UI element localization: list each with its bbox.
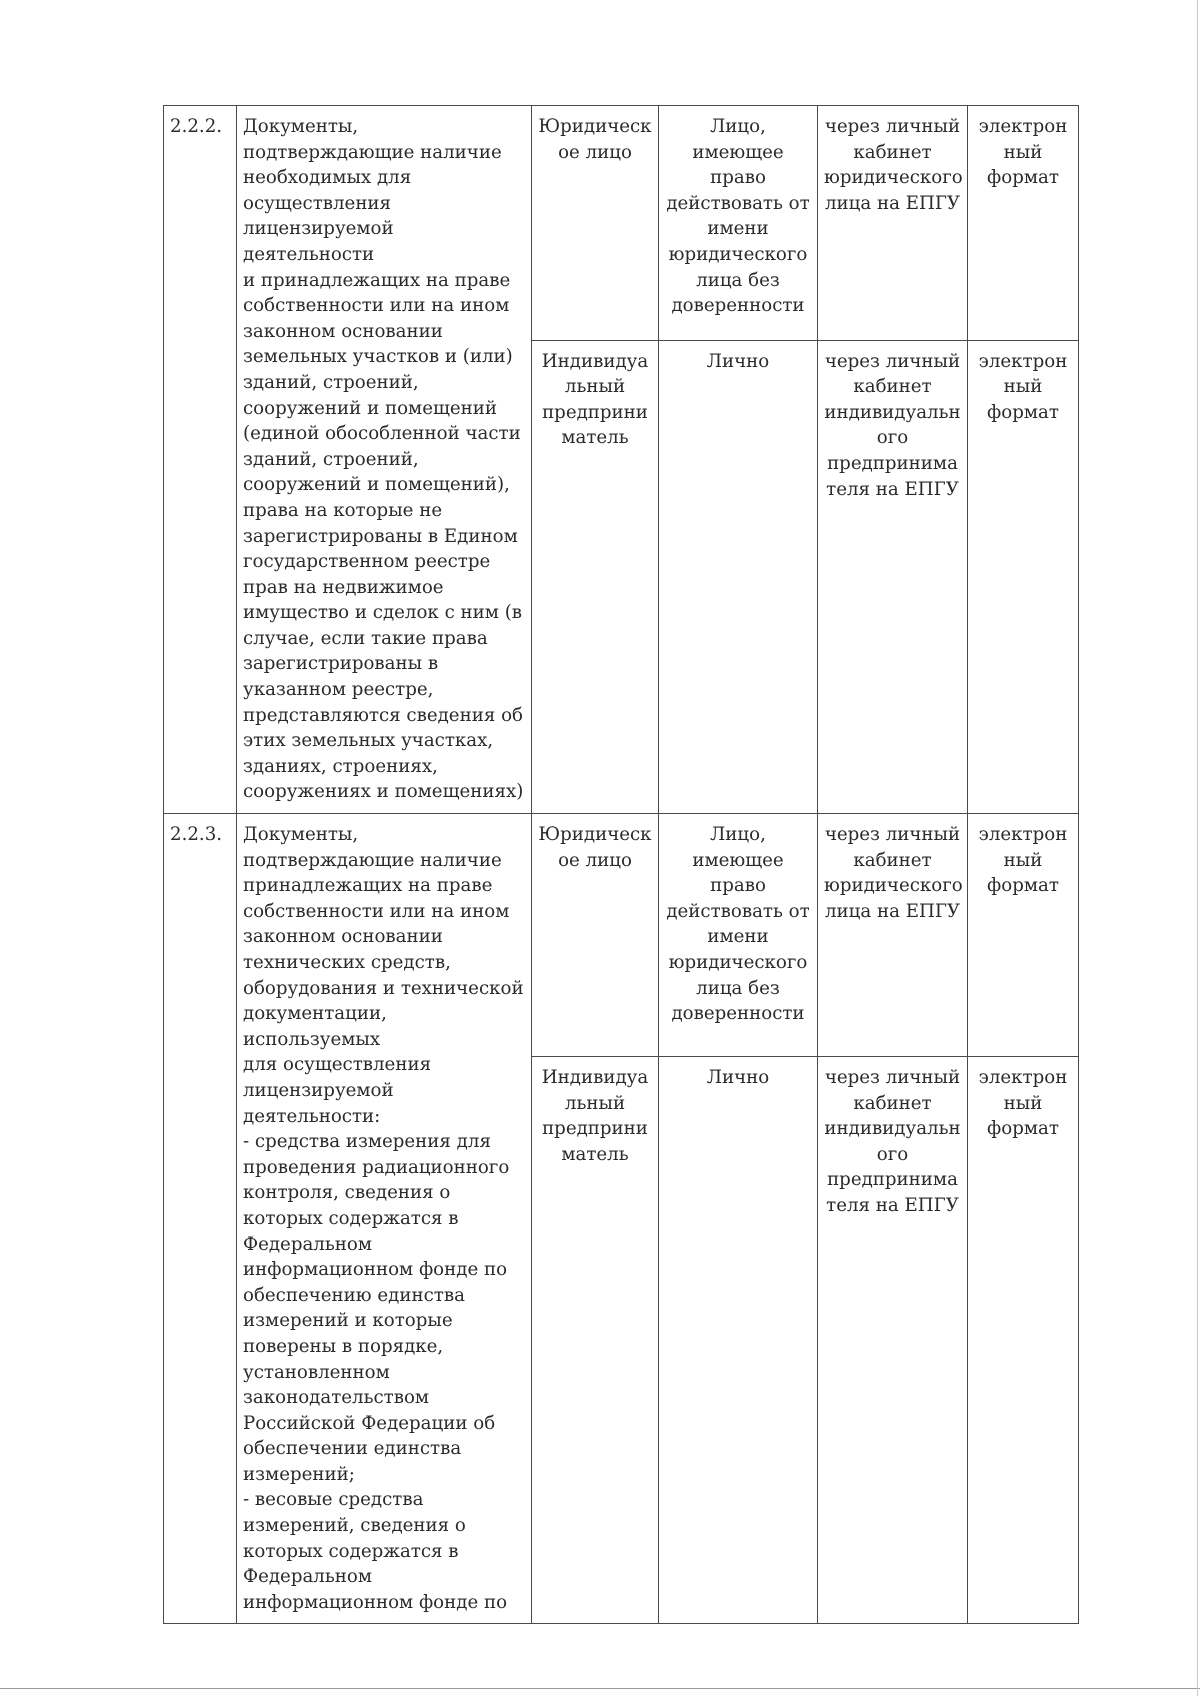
document-format: электрон ный формат (968, 814, 1079, 1057)
applicant-type: Юридическ ое лицо (532, 106, 659, 341)
submission-channel: через личный кабинет индивидуальн ого предпринима теля на ЕПГУ (818, 340, 968, 813)
document-format: электрон ный формат (968, 106, 1079, 341)
submitting-person: Лично (659, 340, 818, 813)
submission-channel: через личный кабинет индивидуальн ого предпринима теля на ЕПГУ (818, 1056, 968, 1624)
submitting-person: Лично (659, 1056, 818, 1624)
document-description: Документы, подтверждающие наличие необходимых для осуществления лицензируемой деятельности и принадлежащих на праве собственности или на ином законном основании земельных участков и (или) зданий, строений, сооружений и помещений (единой обособленной части зданий, строений, сооружений и помещений), права на которые не зарегистрированы в Едином государственном реестре прав на недвижимое имущество и сделок с ним (в случае, если такие права зарегистрированы в указанном реестре, представляются сведения об этих земельных участках, зданиях, строениях, сооружениях и помещениях) (237, 106, 532, 814)
documents-table (163, 105, 1079, 1624)
scan-right-edge (1197, 0, 1198, 1696)
table-row (164, 814, 1079, 1057)
applicant-type: Юридическ ое лицо (532, 814, 659, 1057)
applicant-type: Индивидуа льный предприни матель (532, 1056, 659, 1624)
submission-channel: через личный кабинет юридического лица на ЕПГУ (818, 814, 968, 1057)
applicant-type: Индивидуа льный предприни матель (532, 340, 659, 813)
document-format: электрон ный формат (968, 340, 1079, 813)
row-number: 2.2.2. (164, 106, 237, 814)
submitting-person: Лицо, имеющее право действовать от имени юридического лица без доверенности (659, 106, 818, 341)
document-format: электрон ный формат (968, 1056, 1079, 1624)
submission-channel: через личный кабинет юридического лица на ЕПГУ (818, 106, 968, 341)
scan-bottom-edge (0, 1688, 1200, 1689)
row-number: 2.2.3. (164, 814, 237, 1624)
table-row (164, 106, 1079, 341)
submitting-person: Лицо, имеющее право действовать от имени юридического лица без доверенности (659, 814, 818, 1057)
document-description: Документы, подтверждающие наличие принадлежащих на праве собственности или на ином законном основании технических средств, оборудования и технической документации, используемых для осуществления лицензируемой деятельности: - средства измерения для проведения радиационного контроля, сведения о которых содержатся в Федеральном информационном фонде по обеспечению единства измерений и которые поверены в порядке, установленном законодательством Российской Федерации об обеспечении единства измерений; - весовые средства измерений, сведения о которых содержатся в Федеральном информационном фонде по (237, 814, 532, 1624)
